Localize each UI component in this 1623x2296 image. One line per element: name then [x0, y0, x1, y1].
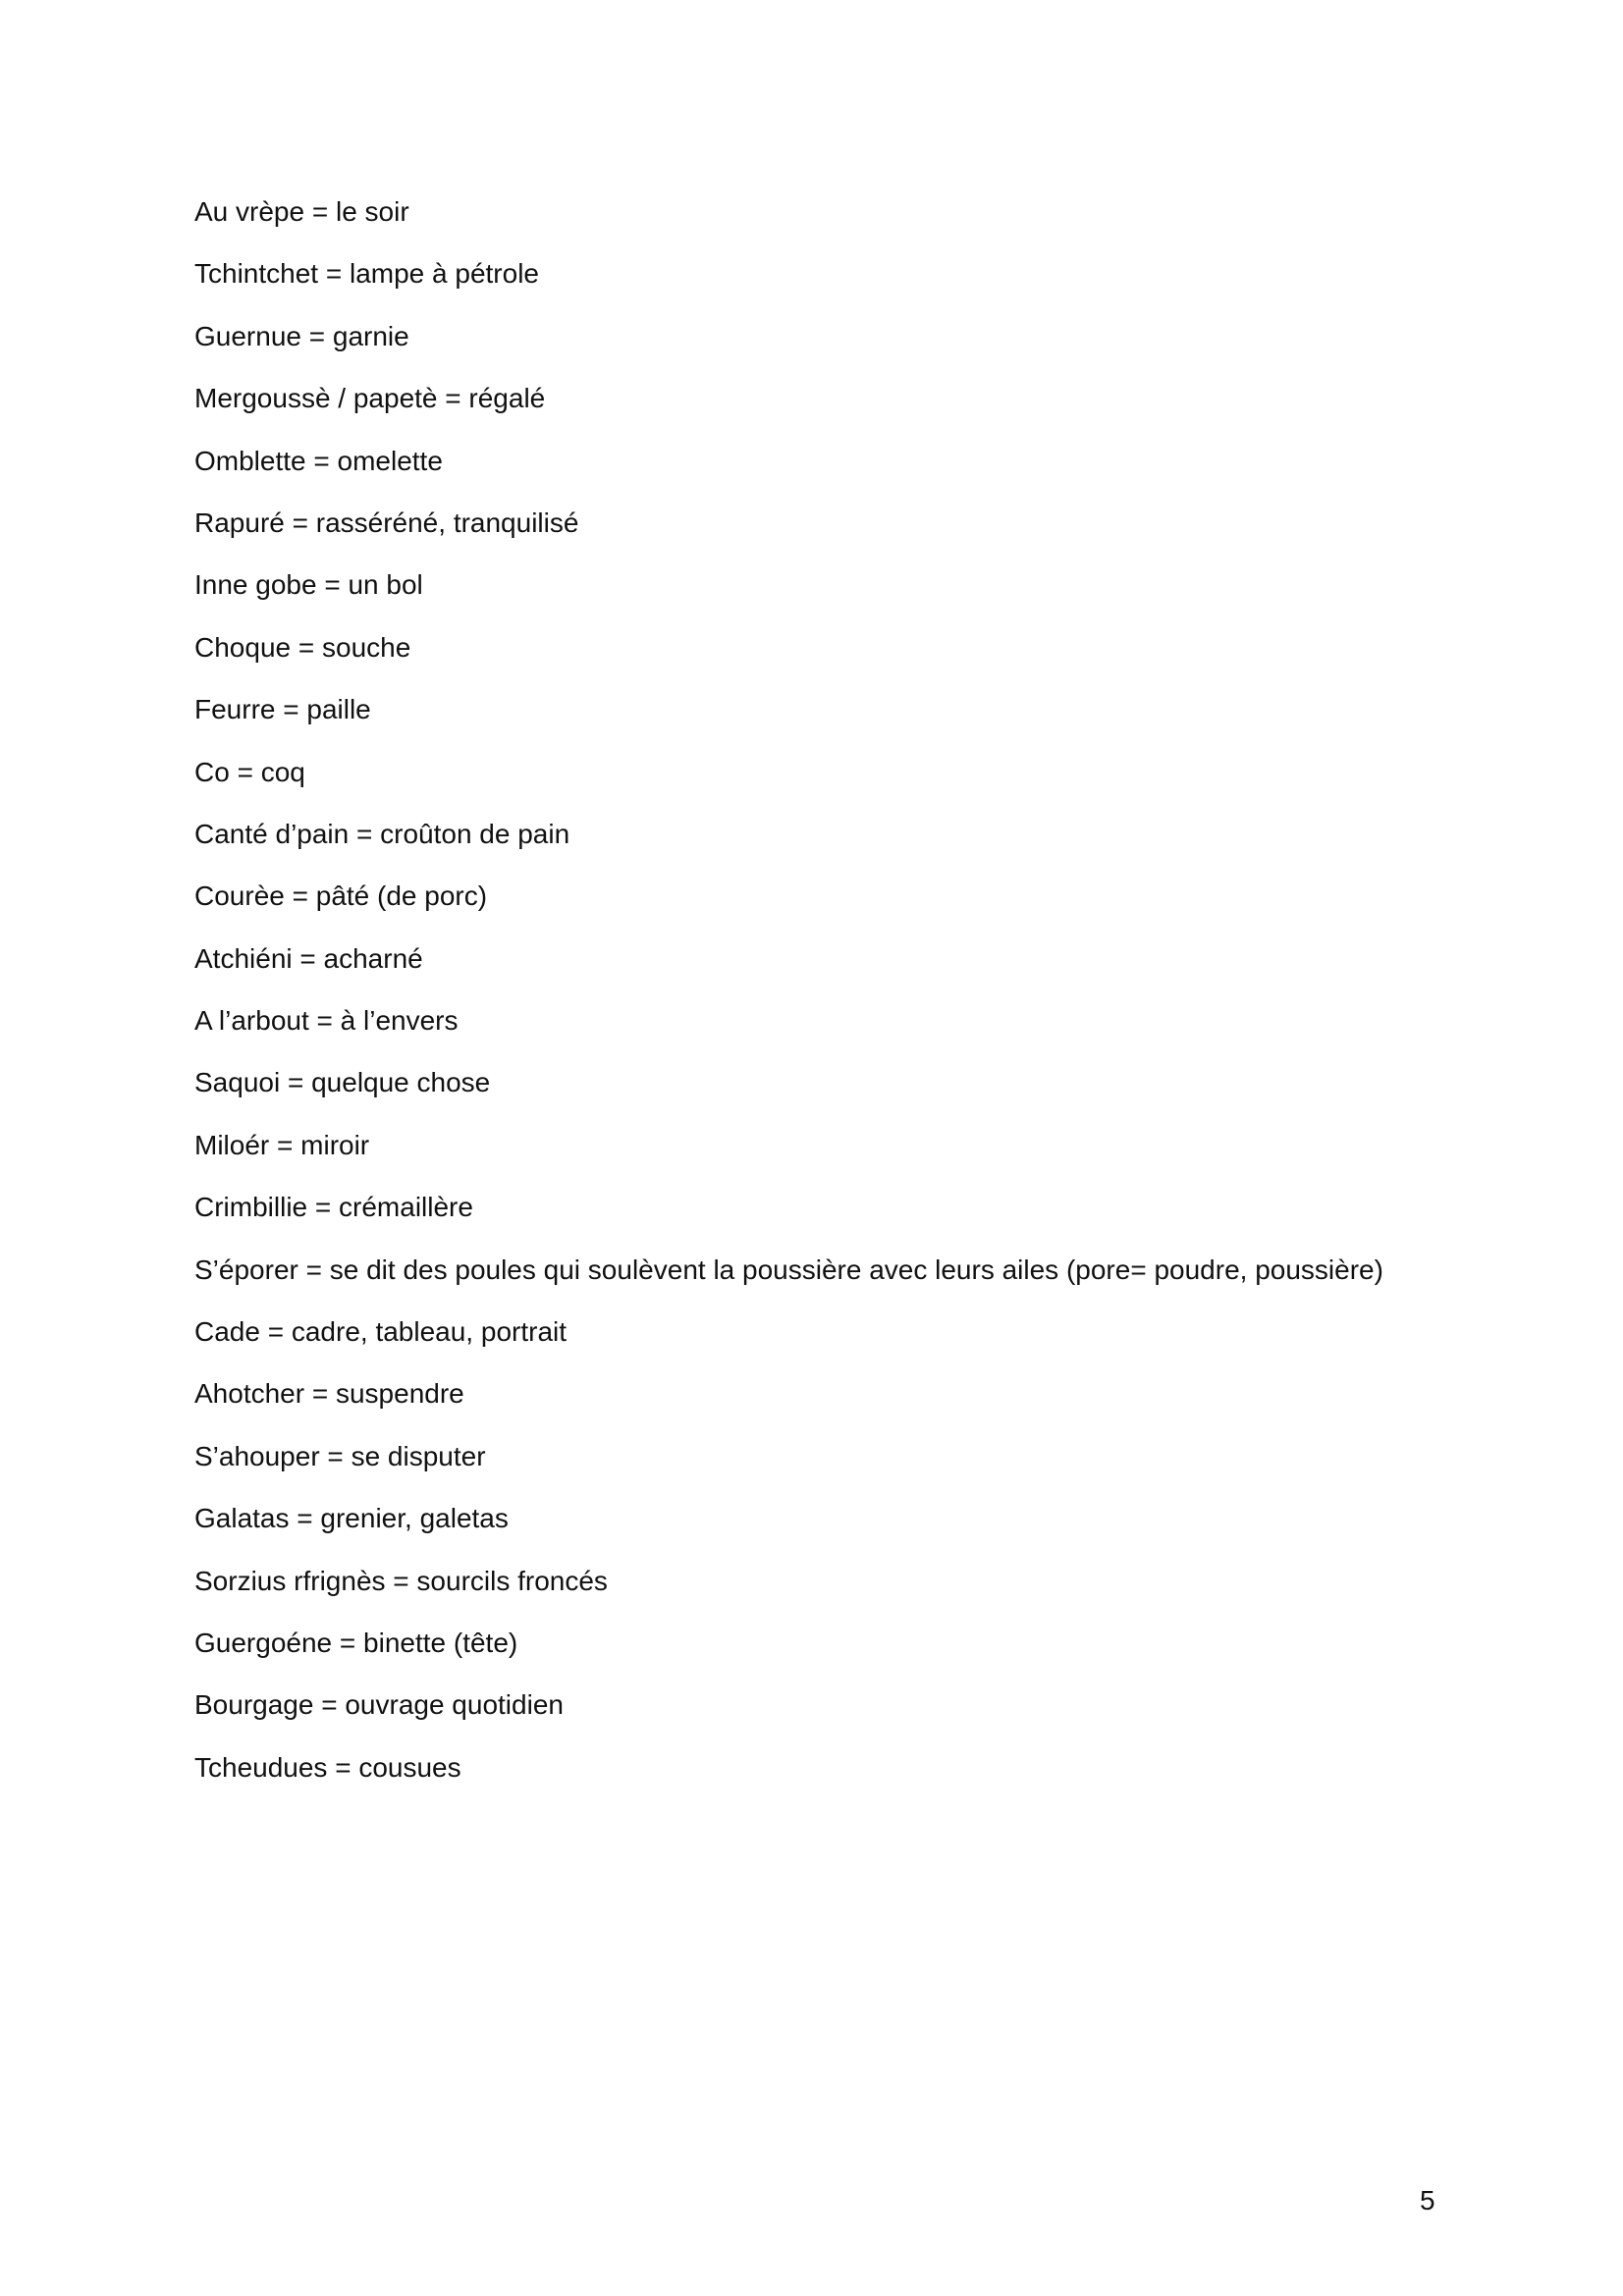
glossary-entry: Sorzius rfrignès = sourcils froncés — [194, 1565, 608, 1596]
glossary-entry: Canté d’pain = croûton de pain — [194, 818, 570, 849]
glossary-list — [194, 192, 1490, 1810]
glossary-entry: Cade = cadre, tableau, portrait — [194, 1316, 568, 1348]
glossary-entry: Tcheudues = cousues — [194, 1751, 461, 1783]
glossary-entry: Omblette = omelette — [194, 445, 443, 476]
glossary-entry: A l’arbout = à l’envers — [194, 1005, 459, 1037]
glossary-entry: Inne gobe = un bol — [194, 569, 423, 601]
glossary-entry: S’ahouper = se disputer — [194, 1440, 486, 1471]
page-number: 5 — [1420, 2185, 1435, 2216]
glossary-entry: Rapuré = rasséréné, tranquilisé — [194, 507, 579, 538]
glossary-entry: Au vrèpe = le soir — [194, 196, 409, 227]
glossary-entry: Guernue = garnie — [194, 320, 409, 351]
glossary-entry: Choque = souche — [194, 631, 411, 663]
glossary-entry: Atchiéni = acharné — [194, 942, 423, 974]
glossary-entry: Feurre = paille — [194, 694, 371, 725]
glossary-entry: Guergoéne = binette (tête) — [194, 1627, 518, 1658]
glossary-entry: Ahotcher = suspendre — [194, 1378, 464, 1410]
glossary-entry: Crimbillie = crémaillère — [194, 1192, 473, 1223]
glossary-entry: S’éporer = se dit des poules qui soulèvent la poussière avec leurs ailes (pore= poudre, poussière) — [194, 1254, 1383, 1285]
glossary-entry: Bourgage = ouvrage quotidien — [194, 1689, 564, 1721]
glossary-entry: Courèe = pâté (de porc) — [194, 881, 488, 912]
glossary-entry: Saquoi = quelque chose — [194, 1067, 491, 1098]
glossary-entry: Tchintchet = lampe à pétrole — [194, 258, 539, 290]
glossary-entry: Mergoussè / papetè = régalé — [194, 383, 546, 414]
glossary-entry: Galatas = grenier, galetas — [194, 1503, 509, 1534]
glossary-entry: Co = coq — [194, 756, 305, 787]
glossary-entry: Miloér = miroir — [194, 1129, 370, 1160]
